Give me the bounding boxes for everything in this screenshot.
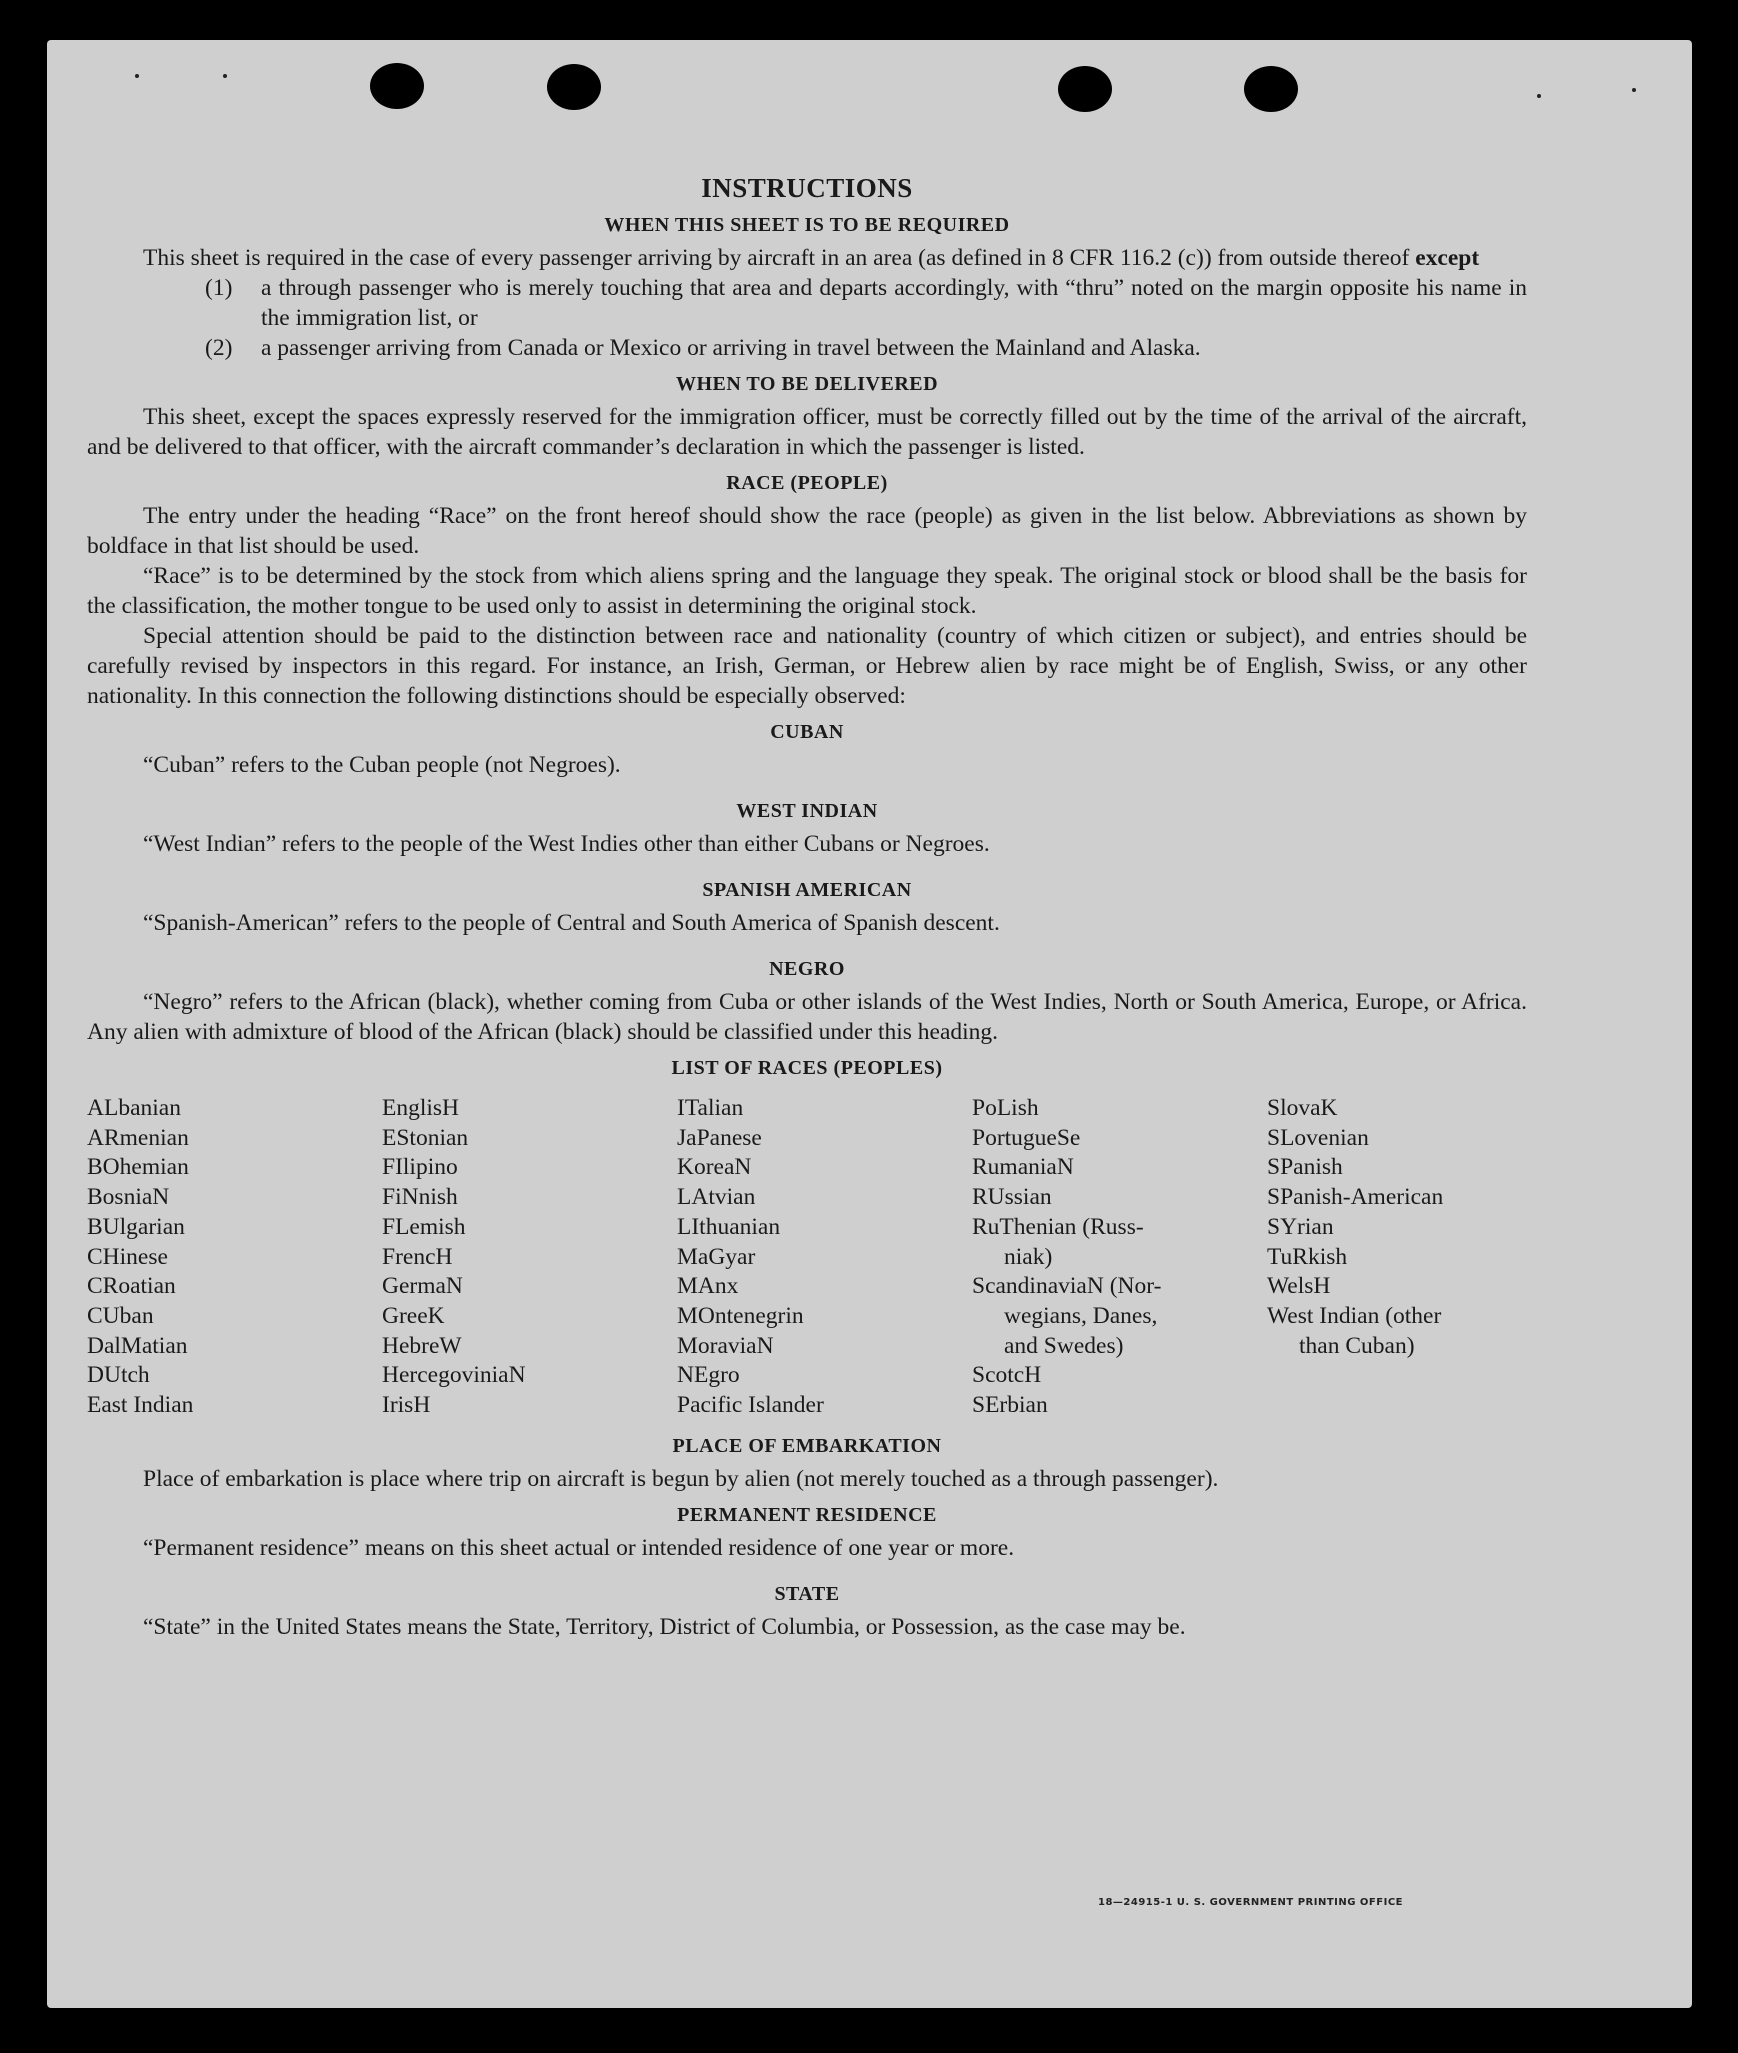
race-entry: JaPanese <box>677 1124 762 1151</box>
exception-item: (2) a passenger arriving from Canada or Mexico or arriving in travel between the Mainland and Alaska. <box>205 335 1201 361</box>
negro-text: “Negro” refers to the African (black), whether coming from Cuba or other islands of the West Indies, North or South America, Europe, or Africa. Any alien with admixture of blood of the African (black) should be classified under this heading. <box>87 989 1527 1045</box>
race-entry: EnglisH <box>382 1095 460 1121</box>
race-entry: SErbian <box>972 1392 1048 1419</box>
race-entry: TuRkish <box>1267 1243 1348 1270</box>
race-entry: BOhemian <box>87 1154 189 1181</box>
race-entry: WelsH <box>1267 1273 1331 1300</box>
race-entry: GreeK <box>382 1302 445 1329</box>
heading-state: STATE <box>774 1582 840 1605</box>
race-entry: IrisH <box>382 1392 431 1419</box>
race-paragraph: The entry under the heading “Race” on the front hereof should show the race (people) as given in the list below. Abbreviations as shown by boldface in that list should be used. <box>87 503 1527 559</box>
heading-list-of-races: LIST OF RACES (PEOPLES) <box>671 1057 943 1079</box>
punch-hole <box>1244 66 1298 112</box>
heading-negro: NEGRO <box>769 958 845 980</box>
race-entry: ITalian <box>677 1095 744 1121</box>
speck <box>1537 94 1541 98</box>
race-entry: ScotcH <box>972 1362 1042 1389</box>
race-list <box>87 1094 1527 1421</box>
race-column <box>972 1094 1267 1421</box>
delivered-text: This sheet, except the spaces expressly reserved for the immigration officer, must be correctly filled out by the time of the arrival of the aircraft, and be delivered to that officer, with the aircraft commander’s declaration in which the passenger is listed. <box>87 404 1527 460</box>
race-entry: HercegoviniaN <box>382 1362 526 1389</box>
race-entry: NEgro <box>677 1362 740 1389</box>
race-entry: HebreW <box>382 1332 462 1359</box>
race-entry: DUtch <box>87 1362 150 1389</box>
race-entry: Pacific Islander <box>677 1392 824 1419</box>
race-entry: GermaN <box>382 1273 463 1300</box>
heading-west-indian: WEST INDIAN <box>736 800 878 822</box>
race-entry: PoLish <box>972 1095 1039 1121</box>
instructions-body <box>87 173 1527 1642</box>
race-entry: SLovenian <box>1267 1124 1369 1151</box>
heading-permanent-residence: PERMANENT RESIDENCE <box>677 1503 937 1526</box>
punch-hole <box>1058 66 1112 112</box>
race-column <box>382 1094 677 1421</box>
exception-item: (1) a through passenger who is merely touching that area and departs accordingly, with “thru” noted on the margin opposite his name in the immigration list, or <box>205 275 1527 331</box>
heading-race: RACE (PEOPLE) <box>726 472 888 494</box>
spanish-american-text: “Spanish-American” refers to the people of Central and South America of Spanish descent. <box>143 910 1000 936</box>
heading-spanish-american: SPANISH AMERICAN <box>702 879 912 901</box>
race-entry: and Swedes) <box>1004 1332 1124 1359</box>
punch-hole <box>370 63 424 109</box>
race-column <box>677 1094 972 1421</box>
race-entry: FLemish <box>382 1213 466 1240</box>
race-paragraph: “Race” is to be determined by the stock from which aliens spring and the language they speak. The original stock or blood shall be the basis for the classification, the mother tongue to be used only to assist in determining the original stock. <box>87 563 1527 619</box>
residence-text: “Permanent residence” means on this sheet actual or intended residence of one year or more. <box>143 1534 1015 1561</box>
race-entry: West Indian (other <box>1267 1302 1442 1329</box>
race-entry: than Cuban) <box>1299 1332 1415 1359</box>
embarkation-text: Place of embarkation is place where trip on aircraft is begun by alien (not merely touched as a through passenger). <box>143 1465 1219 1492</box>
race-entry: BUlgarian <box>87 1213 185 1240</box>
race-paragraph: Special attention should be paid to the distinction between race and nationality (country of which citizen or subject), and entries should be carefully revised by inspectors in this regard. For instance, an Irish, German, or Hebrew alien by race might be of English, Swiss, or any other nationality. In this connection the following distinctions should be especially observed: <box>87 623 1527 709</box>
race-entry: LIthuanian <box>677 1213 781 1240</box>
race-entry: MaGyar <box>677 1243 756 1270</box>
race-entry: CUban <box>87 1302 154 1329</box>
race-entry: RuThenian (Russ- <box>972 1213 1144 1240</box>
race-entry: MoraviaN <box>677 1332 774 1359</box>
race-entry: SlovaK <box>1267 1095 1338 1121</box>
heading-embarkation: PLACE OF EMBARKATION <box>672 1434 942 1457</box>
race-entry: SPanish-American <box>1267 1184 1444 1211</box>
race-column <box>1267 1094 1527 1421</box>
race-entry: MOntenegrin <box>677 1302 804 1329</box>
speck <box>135 74 139 78</box>
printer-imprint: 18—24915-1 U. S. GOVERNMENT PRINTING OFFICE <box>1098 1897 1403 1908</box>
race-entry: FrencH <box>382 1243 453 1270</box>
race-entry: ALbanian <box>87 1095 181 1121</box>
punch-hole <box>547 64 601 110</box>
heading-cuban: CUBAN <box>770 721 844 743</box>
race-entry: CRoatian <box>87 1273 176 1300</box>
race-entry: PortugueSe <box>972 1124 1081 1151</box>
race-entry: East Indian <box>87 1392 194 1419</box>
race-entry: SYrian <box>1267 1213 1334 1240</box>
race-column <box>87 1094 382 1421</box>
heading-when-required: WHEN THIS SHEET IS TO BE REQUIRED <box>604 214 1010 236</box>
speck <box>1632 88 1636 92</box>
required-intro: This sheet is required in the case of every passenger arriving by aircraft in an area (as defined in 8 CFR 116.2 (c)) from outside thereof except <box>143 245 1480 271</box>
race-entry: MAnx <box>677 1273 739 1300</box>
race-entry: RUssian <box>972 1184 1052 1211</box>
race-entry: ARmenian <box>87 1124 189 1151</box>
state-text: “State” in the United States means the State, Territory, District of Columbia, or Possession, as the case may be. <box>143 1613 1186 1640</box>
page-title: INSTRUCTIONS <box>701 173 913 203</box>
race-entry: FIlipino <box>382 1154 458 1181</box>
race-entry: EStonian <box>382 1124 469 1151</box>
race-entry: KoreaN <box>677 1154 752 1181</box>
speck <box>223 74 227 78</box>
race-entry: BosniaN <box>87 1184 170 1211</box>
heading-when-delivered: WHEN TO BE DELIVERED <box>675 373 939 395</box>
race-entry: CHinese <box>87 1243 168 1270</box>
cuban-text: “Cuban” refers to the Cuban people (not Negroes). <box>143 752 621 778</box>
race-entry: DalMatian <box>87 1332 188 1359</box>
race-entry: ScandinaviaN (Nor- <box>972 1273 1162 1300</box>
race-entry: FiNnish <box>382 1184 458 1211</box>
race-entry: RumaniaN <box>972 1154 1074 1181</box>
document-sheet <box>47 40 1692 2008</box>
race-entry: niak) <box>1004 1243 1053 1270</box>
race-entry: wegians, Danes, <box>1004 1302 1158 1329</box>
race-entry: LAtvian <box>677 1184 756 1211</box>
west-indian-text: “West Indian” refers to the people of the West Indies other than either Cubans or Negroes. <box>143 831 990 857</box>
race-entry: SPanish <box>1267 1154 1343 1181</box>
